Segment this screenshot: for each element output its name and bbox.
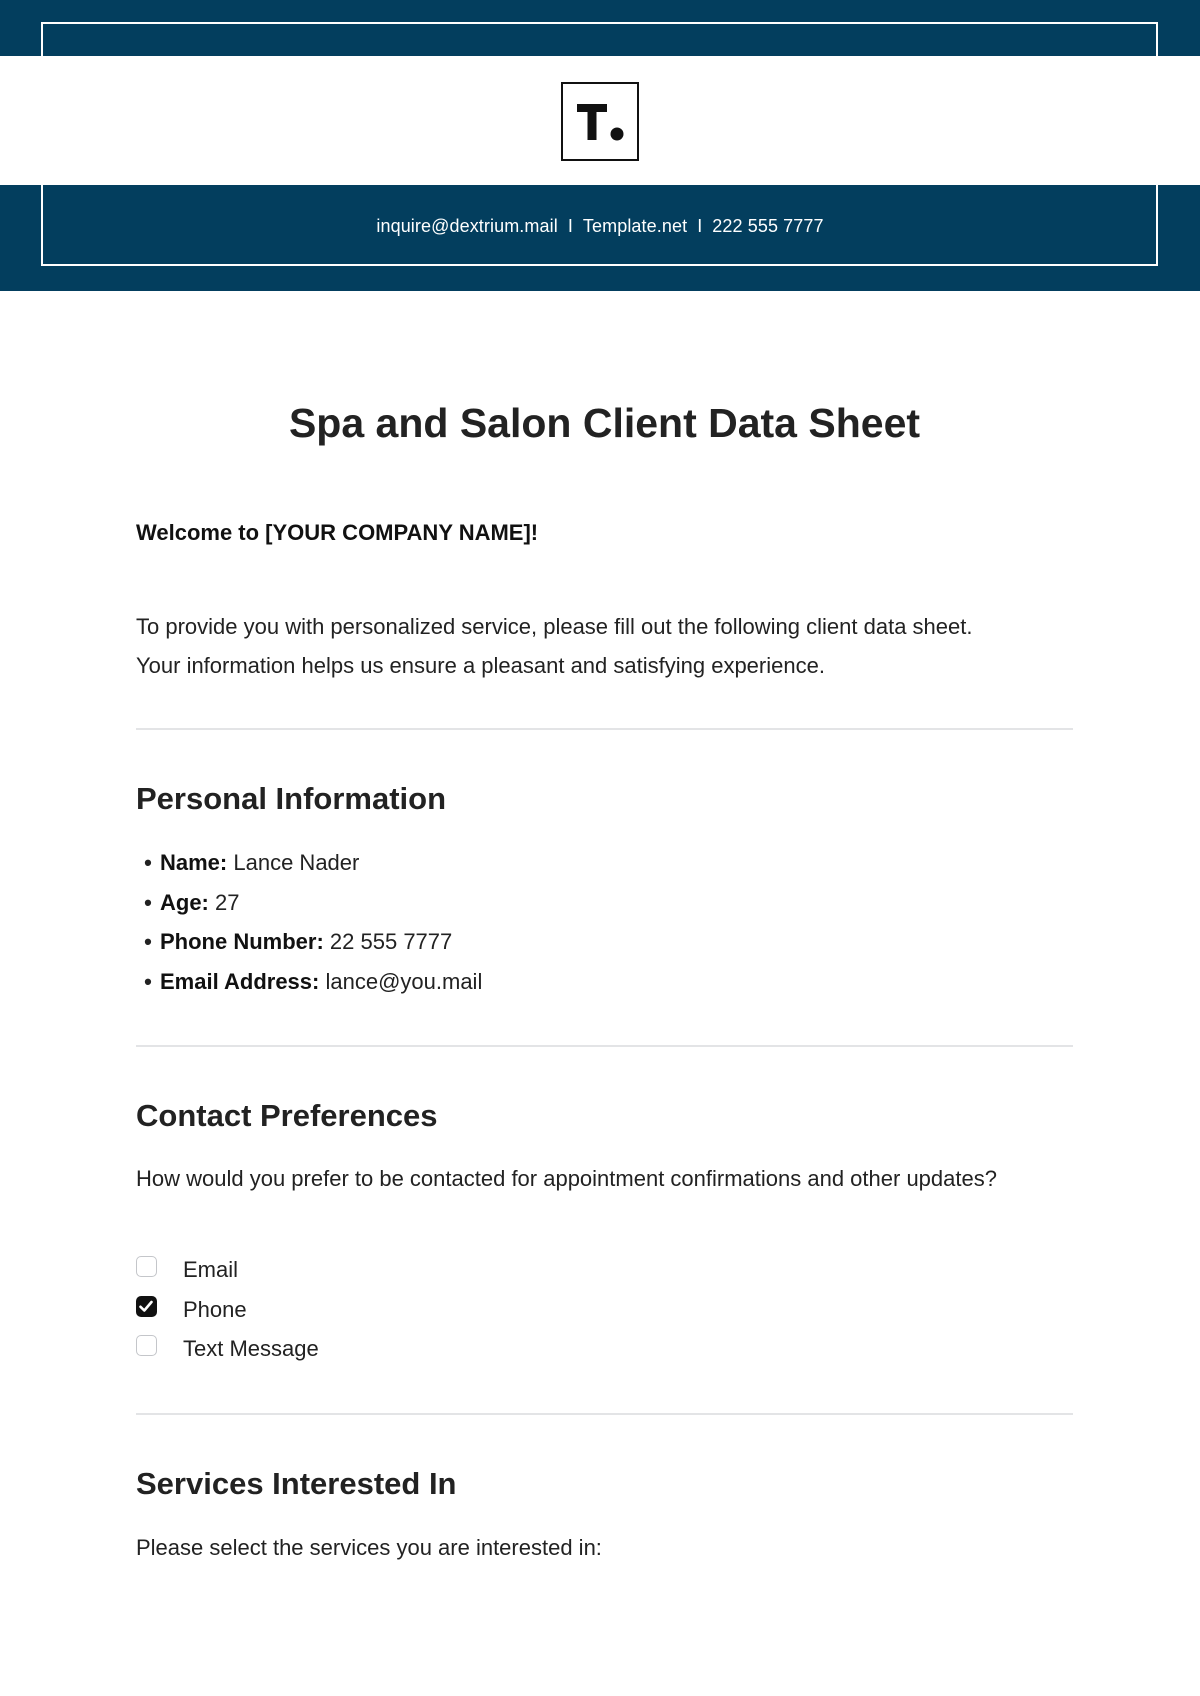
field-label: Name: xyxy=(160,850,228,875)
field-value: Lance Nader xyxy=(233,850,360,875)
field-value: lance@you.mail xyxy=(325,968,483,994)
personal-info-list xyxy=(136,843,482,1001)
welcome-text: Welcome to [YOUR COMPANY NAME]! xyxy=(136,520,539,545)
section-heading-contact-preferences: Contact Preferences xyxy=(136,1098,438,1133)
list-item-email xyxy=(136,962,482,1002)
option-label: Email xyxy=(183,1257,239,1282)
checkbox-unchecked[interactable] xyxy=(136,1335,157,1356)
section-heading-personal-info: Personal Information xyxy=(136,781,447,816)
contact-options-list xyxy=(136,1250,319,1369)
contact-website[interactable]: Template.net xyxy=(582,216,688,236)
contact-question: How would you prefer to be contacted for appointment confirmations and other updates? xyxy=(136,1166,997,1191)
checkbox-checked[interactable] xyxy=(136,1296,157,1317)
intro-line: Your information helps us ensure a pleasant and satisfying experience. xyxy=(136,653,825,678)
bullet-icon: • xyxy=(144,968,152,994)
services-prompt: Please select the services you are interested in: xyxy=(136,1535,602,1560)
list-item-name xyxy=(136,843,482,883)
field-value: 22 555 7777 xyxy=(329,929,453,954)
field-label: Email Address: xyxy=(160,968,320,994)
section-divider xyxy=(136,1045,1073,1047)
option-label: Phone xyxy=(183,1296,247,1322)
list-item-phone xyxy=(136,922,482,962)
contact-email[interactable]: inquire@dextrium.mail xyxy=(376,216,558,236)
option-label: Text Message xyxy=(183,1336,319,1361)
bullet-icon: • xyxy=(144,889,152,915)
list-item-age xyxy=(136,883,482,923)
bullet-icon: • xyxy=(144,850,152,875)
company-logo xyxy=(561,82,639,161)
section-heading-services: Services Interested In xyxy=(136,1466,457,1501)
option-phone[interactable] xyxy=(136,1290,319,1330)
section-divider xyxy=(136,1413,1073,1415)
contact-phone[interactable]: 222 555 7777 xyxy=(712,216,824,236)
intro-paragraph xyxy=(136,607,1073,685)
bullet-icon: • xyxy=(144,929,152,954)
field-value: 27 xyxy=(215,889,240,915)
intro-line: To provide you with personalized service, please fill out the following client data sheet. xyxy=(136,614,973,639)
section-divider xyxy=(136,728,1073,730)
field-label: Age: xyxy=(160,889,209,915)
option-text-message[interactable] xyxy=(136,1329,319,1369)
checkbox-unchecked[interactable] xyxy=(136,1256,157,1277)
checkmark-icon xyxy=(139,1300,153,1313)
logo-t-icon xyxy=(563,84,637,159)
contact-separator: I xyxy=(697,216,703,236)
header-contact-line xyxy=(0,216,1200,237)
page-title: Spa and Salon Client Data Sheet xyxy=(288,400,921,446)
contact-separator: I xyxy=(567,216,573,236)
option-email[interactable] xyxy=(136,1250,319,1290)
field-label: Phone Number: xyxy=(160,929,324,954)
